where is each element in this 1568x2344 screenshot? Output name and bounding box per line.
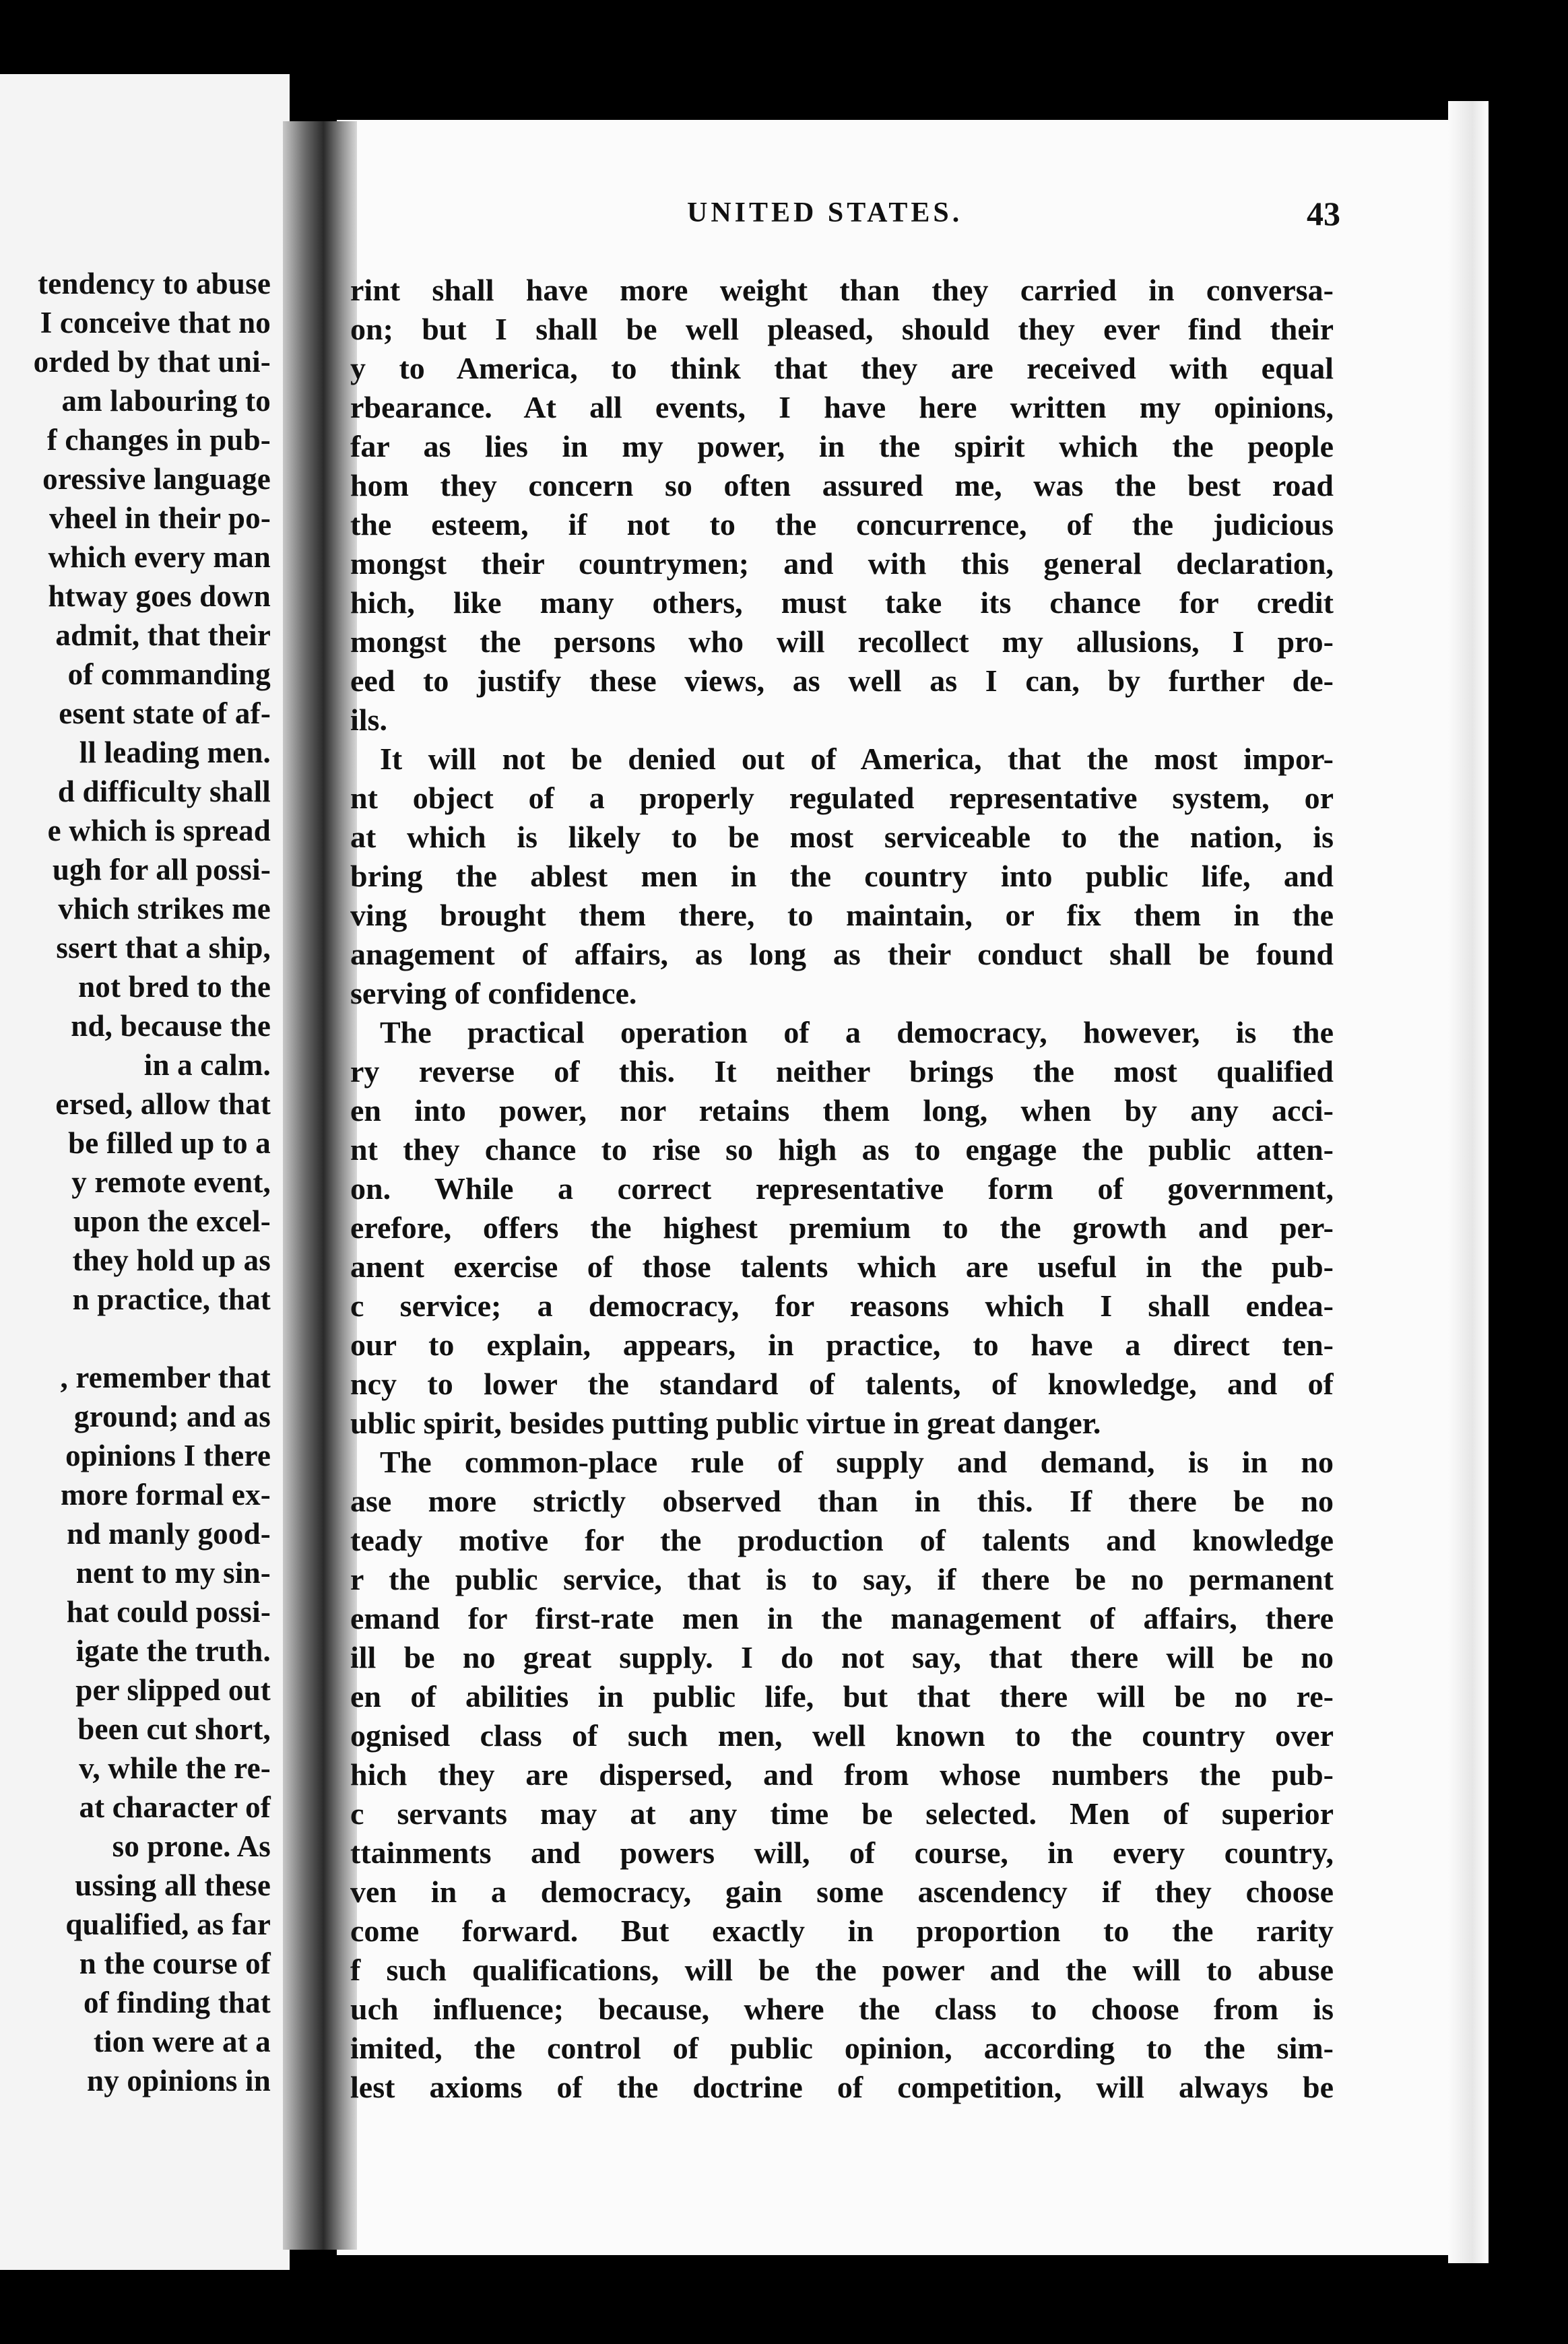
text-line: ving brought them there, to maintain, or fix them in the <box>350 898 1334 932</box>
left-text-line: hat could possi- <box>66 1595 271 1629</box>
left-text-line: igate the truth. <box>75 1634 271 1668</box>
left-text-line: am labouring to <box>61 384 271 418</box>
left-text-line: been cut short, <box>77 1712 271 1746</box>
text-line: rbearance. At all events, I have here written my opinions, <box>350 390 1334 424</box>
text-line: serving of confidence. <box>350 976 637 1010</box>
text-line: ils. <box>350 703 387 737</box>
text-line: on. While a correct representative form of government, <box>350 1171 1334 1206</box>
text-line: ublic spirit, besides putting public virtue in great danger. <box>350 1406 1101 1440</box>
text-line: at which is likely to be most serviceable to the nation, is <box>350 820 1334 854</box>
left-text-line: nd manly good- <box>67 1517 271 1551</box>
left-text-line: of commanding <box>67 657 271 691</box>
right-page-text <box>350 271 1334 2107</box>
book-gutter-shadow <box>283 121 357 2250</box>
left-text-line: so prone. As <box>112 1829 271 1863</box>
left-text-line: , remember that <box>60 1361 271 1394</box>
left-text-line: ugh for all possi- <box>52 853 271 886</box>
text-line: nt object of a properly regulated representative system, or <box>350 781 1334 815</box>
text-line: r the public service, that is to say, if there be no permanent <box>350 1562 1334 1596</box>
text-line: ttainments and powers will, of course, in every country, <box>350 1835 1334 1870</box>
text-line: ven in a democracy, gain some ascendency if they choose <box>350 1875 1334 1909</box>
left-text-line: ssert that a ship, <box>56 931 271 965</box>
text-line: The common-place rule of supply and demand, is in no <box>380 1445 1334 1479</box>
left-text-line: be filled up to a <box>68 1126 271 1160</box>
text-line: ry reverse of this. It neither brings the most qualified <box>350 1054 1334 1088</box>
text-line: erefore, offers the highest premium to the growth and per- <box>350 1210 1334 1245</box>
text-line: mongst the persons who will recollect my allusions, I pro- <box>350 624 1334 659</box>
text-line: anent exercise of those talents which are useful in the pub- <box>350 1249 1334 1284</box>
text-line: our to explain, appears, in practice, to have a direct ten- <box>350 1328 1334 1362</box>
text-line: lest axioms of the doctrine of competition, will always be <box>350 2070 1334 2104</box>
left-text-line <box>0 1319 271 1358</box>
left-text-line: not bred to the <box>78 970 271 1004</box>
text-line: uch influence; because, where the class to choose from is <box>350 1992 1334 2026</box>
text-line: c service; a democracy, for reasons which I shall endea- <box>350 1289 1334 1323</box>
left-text-line: tendency to abuse <box>38 267 271 300</box>
left-text-line: vhich strikes me <box>58 892 271 925</box>
left-text-line: per slipped out <box>75 1673 271 1707</box>
left-text-line: which every man <box>48 540 271 574</box>
left-text-line: nd, because the <box>71 1009 271 1043</box>
text-line: The practical operation of a democracy, however, is the <box>380 1015 1334 1049</box>
left-text-line: v, while the re- <box>79 1751 271 1785</box>
left-text-line: at character of <box>79 1790 271 1824</box>
left-text-line: nent to my sin- <box>75 1556 271 1590</box>
text-line: teady motive for the production of talents and knowledge <box>350 1523 1334 1557</box>
text-line: bring the ablest men in the country into public life, and <box>350 859 1334 893</box>
text-line: the esteem, if not to the concurrence, of the judicious <box>350 507 1334 542</box>
text-line: c servants may at any time be selected. Men of superior <box>350 1796 1334 1831</box>
left-text-line: qualified, as far <box>65 1908 271 1941</box>
text-line: on; but I shall be well pleased, should they ever find their <box>350 312 1334 346</box>
left-text-line: vheel in their po- <box>48 501 271 535</box>
left-text-line: ersed, allow that <box>55 1087 271 1121</box>
text-line: y to America, to think that they are received with equal <box>350 351 1334 385</box>
left-text-line: ll leading men. <box>79 736 271 769</box>
text-line: ill be no great supply. I do not say, that there will be no <box>350 1640 1334 1674</box>
left-text-line: more formal ex- <box>60 1478 271 1511</box>
left-text-line: opinions I there <box>65 1439 271 1472</box>
text-line: emand for first-rate men in the management of affairs, there <box>350 1601 1334 1635</box>
left-text-line: ground; and as <box>73 1400 271 1433</box>
left-page <box>0 74 290 2270</box>
left-text-line: ussing all these <box>75 1868 271 1902</box>
left-text-line: orded by that uni- <box>33 345 271 379</box>
text-line: anagement of affairs, as long as their conduct shall be found <box>350 937 1334 971</box>
text-line: ncy to lower the standard of talents, of knowledge, and of <box>350 1367 1334 1401</box>
text-line: hich they are dispersed, and from whose numbers the pub- <box>350 1757 1334 1792</box>
page-number: 43 <box>1307 195 1340 232</box>
text-line: rint shall have more weight than they carried in conversa- <box>350 273 1334 307</box>
left-text-line: oressive language <box>42 462 271 496</box>
text-line: It will not be denied out of America, that the most impor- <box>380 742 1334 776</box>
left-text-line: n the course of <box>79 1947 271 1980</box>
text-line: ase more strictly observed than in this. If there be no <box>350 1484 1334 1518</box>
text-line: hom they concern so often assured me, was the best road <box>350 468 1334 502</box>
text-line: eed to justify these views, as well as I can, by further de- <box>350 663 1334 698</box>
text-line: come forward. But exactly in proportion to the rarity <box>350 1914 1334 1948</box>
left-text-line: ny opinions in <box>87 2064 271 2097</box>
running-title: UNITED STATES. <box>687 197 963 228</box>
running-head <box>350 195 1340 244</box>
left-text-line: y remote event, <box>71 1165 271 1199</box>
left-text-line: I conceive that no <box>40 306 271 339</box>
left-text-line: admit, that their <box>55 618 271 652</box>
text-line: far as lies in my power, in the spirit which the people <box>350 429 1334 463</box>
text-line: mongst their countrymen; and with this general declaration, <box>350 546 1334 581</box>
text-line: f such qualifications, will be the power and the will to abuse <box>350 1953 1334 1987</box>
left-text-line: d difficulty shall <box>57 775 271 808</box>
left-text-line: esent state of af- <box>59 696 271 730</box>
left-text-line: they hold up as <box>72 1243 271 1277</box>
text-line: imited, the control of public opinion, according to the sim- <box>350 2031 1334 2065</box>
left-text-line: f changes in pub- <box>46 423 271 457</box>
left-text-line: n practice, that <box>72 1282 271 1316</box>
left-text-line: of finding that <box>83 1986 271 2019</box>
left-text-line: upon the excel- <box>73 1204 271 1238</box>
text-line: en into power, nor retains them long, when by any acci- <box>350 1093 1334 1128</box>
page-edge <box>1448 101 1489 2263</box>
text-line: en of abilities in public life, but that there will be no re- <box>350 1679 1334 1714</box>
left-text-line: e which is spread <box>47 814 271 847</box>
text-line: nt they chance to rise so high as to engage the public atten- <box>350 1132 1334 1167</box>
left-text-line: in a calm. <box>143 1048 271 1082</box>
left-text-line: tion were at a <box>93 2025 271 2058</box>
text-line: ognised class of such men, well known to the country over <box>350 1718 1334 1753</box>
left-text-line: htway goes down <box>48 579 271 613</box>
text-line: hich, like many others, must take its chance for credit <box>350 585 1334 620</box>
left-page-text <box>0 264 271 2100</box>
